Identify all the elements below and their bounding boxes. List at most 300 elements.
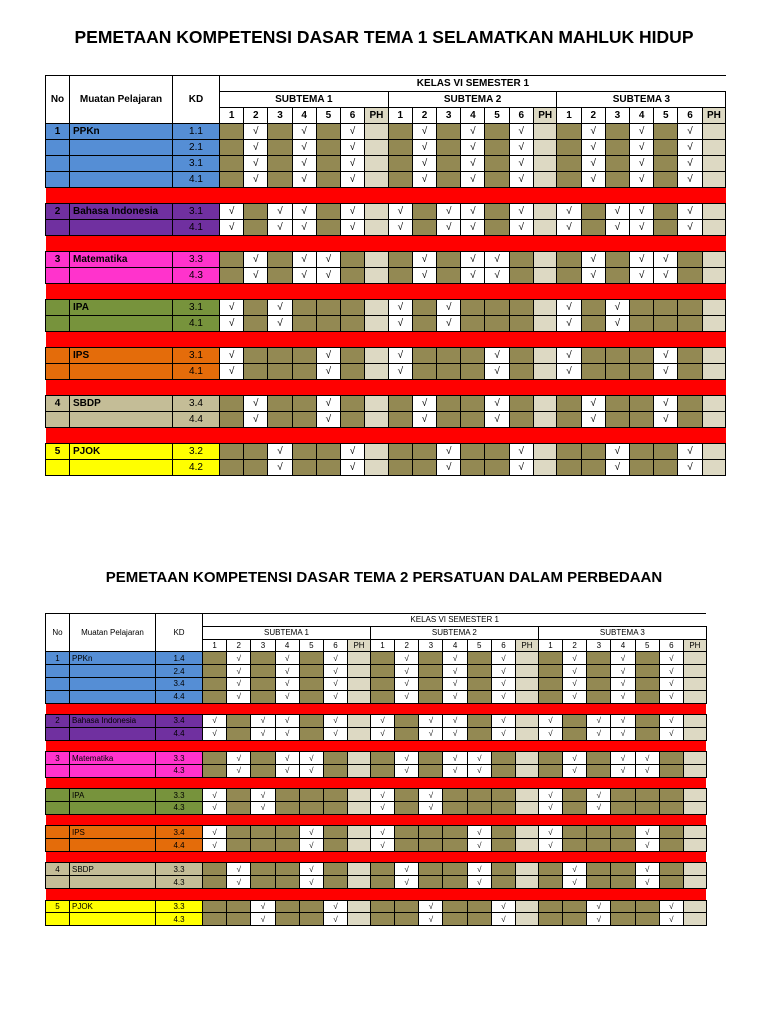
check-mark: √ xyxy=(412,412,436,428)
empty-cell xyxy=(419,839,443,852)
ph-cell xyxy=(348,900,371,913)
separator-band xyxy=(46,740,707,752)
check-mark: √ xyxy=(395,690,419,703)
empty-cell xyxy=(659,876,683,889)
empty-cell xyxy=(581,316,605,332)
check-mark: √ xyxy=(370,802,394,815)
empty-cell xyxy=(220,268,244,284)
header-kelas: KELAS VI SEMESTER 1 xyxy=(220,76,726,92)
subject-name xyxy=(70,727,156,740)
empty-cell xyxy=(419,752,443,765)
check-mark: √ xyxy=(491,690,515,703)
empty-cell xyxy=(419,863,443,876)
empty-cell xyxy=(268,396,292,412)
ph-cell xyxy=(365,268,389,284)
check-mark: √ xyxy=(461,124,485,140)
table-row xyxy=(46,444,726,460)
ph-cell xyxy=(348,789,371,802)
empty-cell xyxy=(581,220,605,236)
ph-cell xyxy=(348,727,371,740)
empty-cell xyxy=(485,140,509,156)
check-mark: √ xyxy=(299,863,323,876)
check-mark: √ xyxy=(419,727,443,740)
check-mark: √ xyxy=(563,652,587,665)
empty-cell xyxy=(323,764,347,777)
tema2-title: PEMETAAN KOMPETENSI DASAR TEMA 2 PERSATUAN DALAM PERBEDAAN xyxy=(105,569,663,586)
empty-cell xyxy=(467,802,491,815)
ph-cell xyxy=(683,826,706,839)
column-number-label: 5 xyxy=(299,639,323,652)
empty-cell xyxy=(581,348,605,364)
empty-cell xyxy=(292,316,316,332)
empty-cell xyxy=(563,826,587,839)
empty-cell xyxy=(509,348,533,364)
empty-cell xyxy=(268,364,292,380)
empty-cell xyxy=(587,863,611,876)
empty-cell xyxy=(659,802,683,815)
table-row xyxy=(46,252,726,268)
empty-cell xyxy=(467,900,491,913)
ph-cell xyxy=(533,124,557,140)
column-number-label: 6 xyxy=(678,108,702,124)
empty-cell xyxy=(461,364,485,380)
ph-cell xyxy=(533,156,557,172)
subject-name: PPKn xyxy=(70,124,173,140)
empty-cell xyxy=(419,764,443,777)
subject-name xyxy=(70,764,156,777)
empty-cell xyxy=(220,172,244,188)
ph-cell xyxy=(683,913,706,926)
empty-cell xyxy=(563,802,587,815)
empty-cell xyxy=(316,460,340,476)
empty-cell xyxy=(299,802,323,815)
empty-cell xyxy=(370,764,394,777)
column-number-label: 4 xyxy=(630,108,654,124)
subject-number: 5 xyxy=(46,444,70,460)
check-mark: √ xyxy=(292,220,316,236)
kd-code: 3.4 xyxy=(173,396,220,412)
check-mark: √ xyxy=(443,752,467,765)
ph-cell xyxy=(533,268,557,284)
empty-cell xyxy=(467,789,491,802)
empty-cell xyxy=(395,715,419,728)
empty-cell xyxy=(203,764,227,777)
empty-cell xyxy=(509,268,533,284)
subject-name xyxy=(70,156,173,172)
table-row xyxy=(46,876,707,889)
table-row xyxy=(46,268,726,284)
check-mark: √ xyxy=(395,876,419,889)
empty-cell xyxy=(611,826,635,839)
check-mark: √ xyxy=(654,396,678,412)
check-mark: √ xyxy=(323,690,347,703)
ph-cell xyxy=(683,727,706,740)
subtema-header: SUBTEMA 2 xyxy=(388,92,557,108)
subtema-header: SUBTEMA 3 xyxy=(557,92,726,108)
empty-cell xyxy=(538,677,562,690)
empty-cell xyxy=(268,172,292,188)
empty-cell xyxy=(581,204,605,220)
ph-cell xyxy=(683,802,706,815)
empty-cell xyxy=(268,252,292,268)
empty-cell xyxy=(395,839,419,852)
check-mark: √ xyxy=(581,252,605,268)
empty-cell xyxy=(443,802,467,815)
empty-cell xyxy=(292,300,316,316)
empty-cell xyxy=(275,802,299,815)
empty-cell xyxy=(654,316,678,332)
check-mark: √ xyxy=(611,727,635,740)
check-mark: √ xyxy=(654,348,678,364)
check-mark: √ xyxy=(244,140,268,156)
empty-cell xyxy=(485,204,509,220)
empty-cell xyxy=(419,690,443,703)
check-mark: √ xyxy=(630,156,654,172)
header-muatan: Muatan Pelajaran xyxy=(70,76,173,124)
ph-cell xyxy=(683,863,706,876)
subject-number xyxy=(46,460,70,476)
empty-cell xyxy=(203,752,227,765)
ph-cell xyxy=(533,460,557,476)
check-mark: √ xyxy=(611,752,635,765)
subject-name xyxy=(70,665,156,678)
subject-name xyxy=(70,316,173,332)
check-mark: √ xyxy=(538,826,562,839)
empty-cell xyxy=(509,364,533,380)
table-row xyxy=(46,412,726,428)
ph-cell xyxy=(365,316,389,332)
subject-name xyxy=(70,913,156,926)
check-mark: √ xyxy=(581,268,605,284)
column-ph-label: PH xyxy=(348,639,371,652)
subject-number: 2 xyxy=(46,204,70,220)
empty-cell xyxy=(491,764,515,777)
check-mark: √ xyxy=(611,715,635,728)
check-mark: √ xyxy=(678,124,702,140)
check-mark: √ xyxy=(203,826,227,839)
column-ph-label: PH xyxy=(702,108,726,124)
separator-row xyxy=(46,889,707,901)
check-mark: √ xyxy=(461,252,485,268)
check-mark: √ xyxy=(203,727,227,740)
column-number-label: 4 xyxy=(275,639,299,652)
ph-cell xyxy=(533,252,557,268)
empty-cell xyxy=(630,444,654,460)
empty-cell xyxy=(678,412,702,428)
ph-cell xyxy=(702,444,726,460)
check-mark: √ xyxy=(419,789,443,802)
header-row xyxy=(46,614,707,627)
empty-cell xyxy=(491,752,515,765)
subject-name: SBDP xyxy=(70,863,156,876)
empty-cell xyxy=(292,460,316,476)
check-mark: √ xyxy=(654,252,678,268)
check-mark: √ xyxy=(203,839,227,852)
check-mark: √ xyxy=(220,364,244,380)
empty-cell xyxy=(388,172,412,188)
separator-band xyxy=(46,332,726,348)
check-mark: √ xyxy=(412,140,436,156)
check-mark: √ xyxy=(563,665,587,678)
ph-cell xyxy=(516,863,539,876)
check-mark: √ xyxy=(563,690,587,703)
column-ph-label: PH xyxy=(365,108,389,124)
empty-cell xyxy=(437,412,461,428)
empty-cell xyxy=(443,863,467,876)
empty-cell xyxy=(299,715,323,728)
empty-cell xyxy=(443,826,467,839)
check-mark: √ xyxy=(323,913,347,926)
empty-cell xyxy=(587,665,611,678)
subject-number xyxy=(46,876,70,889)
empty-cell xyxy=(538,876,562,889)
empty-cell xyxy=(563,715,587,728)
kd-code: 4.3 xyxy=(156,802,203,815)
separator-band xyxy=(46,428,726,444)
check-mark: √ xyxy=(538,802,562,815)
check-mark: √ xyxy=(227,863,251,876)
check-mark: √ xyxy=(635,752,659,765)
kd-code: 3.3 xyxy=(156,789,203,802)
table-row xyxy=(46,300,726,316)
empty-cell xyxy=(587,876,611,889)
empty-cell xyxy=(412,460,436,476)
empty-cell xyxy=(563,839,587,852)
empty-cell xyxy=(678,348,702,364)
check-mark: √ xyxy=(299,764,323,777)
check-mark: √ xyxy=(370,826,394,839)
subject-name: PJOK xyxy=(70,444,173,460)
check-mark: √ xyxy=(461,220,485,236)
table-row xyxy=(46,396,726,412)
ph-cell xyxy=(348,652,371,665)
empty-cell xyxy=(220,444,244,460)
empty-cell xyxy=(227,913,251,926)
empty-cell xyxy=(485,444,509,460)
subtema-header: SUBTEMA 3 xyxy=(538,626,706,639)
empty-cell xyxy=(538,764,562,777)
column-ph-label: PH xyxy=(683,639,706,652)
empty-cell xyxy=(678,300,702,316)
empty-cell xyxy=(419,652,443,665)
subject-name xyxy=(70,364,173,380)
empty-cell xyxy=(220,396,244,412)
check-mark: √ xyxy=(557,300,581,316)
check-mark: √ xyxy=(244,172,268,188)
check-mark: √ xyxy=(395,665,419,678)
check-mark: √ xyxy=(251,727,275,740)
table-row xyxy=(46,715,707,728)
ph-cell xyxy=(533,204,557,220)
ph-cell xyxy=(365,140,389,156)
column-number-label: 1 xyxy=(203,639,227,652)
empty-cell xyxy=(316,140,340,156)
check-mark: √ xyxy=(467,863,491,876)
empty-cell xyxy=(227,715,251,728)
empty-cell xyxy=(316,444,340,460)
check-mark: √ xyxy=(251,900,275,913)
subject-number xyxy=(46,412,70,428)
check-mark: √ xyxy=(630,268,654,284)
empty-cell xyxy=(461,348,485,364)
kd-code: 4.3 xyxy=(173,268,220,284)
ph-cell xyxy=(516,826,539,839)
empty-cell xyxy=(611,876,635,889)
empty-cell xyxy=(491,839,515,852)
separator-band xyxy=(46,777,707,789)
empty-cell xyxy=(268,156,292,172)
check-mark: √ xyxy=(268,220,292,236)
empty-cell xyxy=(563,789,587,802)
subject-name: Bahasa Indonesia xyxy=(70,204,173,220)
check-mark: √ xyxy=(509,140,533,156)
ph-cell xyxy=(683,665,706,678)
check-mark: √ xyxy=(244,268,268,284)
subject-name xyxy=(70,140,173,156)
ph-cell xyxy=(533,220,557,236)
separator-row xyxy=(46,703,707,715)
empty-cell xyxy=(340,348,364,364)
check-mark: √ xyxy=(340,140,364,156)
empty-cell xyxy=(605,172,629,188)
check-mark: √ xyxy=(388,204,412,220)
empty-cell xyxy=(587,839,611,852)
subject-number xyxy=(46,802,70,815)
empty-cell xyxy=(244,220,268,236)
check-mark: √ xyxy=(323,677,347,690)
check-mark: √ xyxy=(292,172,316,188)
empty-cell xyxy=(419,876,443,889)
table-row xyxy=(46,316,726,332)
kd-code: 4.4 xyxy=(156,727,203,740)
subject-number xyxy=(46,300,70,316)
ph-cell xyxy=(683,715,706,728)
check-mark: √ xyxy=(323,727,347,740)
empty-cell xyxy=(659,752,683,765)
separator-row xyxy=(46,236,726,252)
check-mark: √ xyxy=(227,752,251,765)
check-mark: √ xyxy=(467,839,491,852)
check-mark: √ xyxy=(292,140,316,156)
empty-cell xyxy=(251,665,275,678)
empty-cell xyxy=(581,444,605,460)
empty-cell xyxy=(485,300,509,316)
empty-cell xyxy=(491,863,515,876)
check-mark: √ xyxy=(630,172,654,188)
table-row xyxy=(46,727,707,740)
separator-band xyxy=(46,814,707,826)
kd-code: 3.3 xyxy=(156,863,203,876)
check-mark: √ xyxy=(587,913,611,926)
empty-cell xyxy=(557,268,581,284)
check-mark: √ xyxy=(678,220,702,236)
empty-cell xyxy=(251,690,275,703)
ph-cell xyxy=(702,172,726,188)
column-number-label: 3 xyxy=(419,639,443,652)
empty-cell xyxy=(437,268,461,284)
kd-code: 4.4 xyxy=(173,412,220,428)
table-row xyxy=(46,156,726,172)
table-row xyxy=(46,802,707,815)
subject-number xyxy=(46,690,70,703)
check-mark: √ xyxy=(275,727,299,740)
empty-cell xyxy=(635,715,659,728)
check-mark: √ xyxy=(244,124,268,140)
empty-cell xyxy=(630,348,654,364)
empty-cell xyxy=(244,204,268,220)
check-mark: √ xyxy=(630,140,654,156)
subject-number xyxy=(46,156,70,172)
separator-band xyxy=(46,851,707,863)
check-mark: √ xyxy=(630,124,654,140)
empty-cell xyxy=(678,396,702,412)
empty-cell xyxy=(340,316,364,332)
check-mark: √ xyxy=(678,444,702,460)
kd-code: 4.1 xyxy=(173,172,220,188)
empty-cell xyxy=(605,364,629,380)
check-mark: √ xyxy=(678,204,702,220)
empty-cell xyxy=(316,220,340,236)
empty-cell xyxy=(630,364,654,380)
ph-cell xyxy=(348,913,371,926)
ph-cell xyxy=(365,364,389,380)
empty-cell xyxy=(654,124,678,140)
kd-code: 4.3 xyxy=(156,913,203,926)
empty-cell xyxy=(630,412,654,428)
empty-cell xyxy=(251,826,275,839)
check-mark: √ xyxy=(509,172,533,188)
subject-number xyxy=(46,677,70,690)
empty-cell xyxy=(419,665,443,678)
check-mark: √ xyxy=(467,752,491,765)
empty-cell xyxy=(316,204,340,220)
empty-cell xyxy=(316,124,340,140)
ph-cell xyxy=(365,460,389,476)
empty-cell xyxy=(437,172,461,188)
check-mark: √ xyxy=(611,677,635,690)
column-number-label: 3 xyxy=(587,639,611,652)
empty-cell xyxy=(323,802,347,815)
empty-cell xyxy=(299,690,323,703)
kd-code: 3.1 xyxy=(173,204,220,220)
column-number-label: 2 xyxy=(395,639,419,652)
separator-row xyxy=(46,740,707,752)
check-mark: √ xyxy=(268,444,292,460)
column-number-label: 4 xyxy=(611,639,635,652)
check-mark: √ xyxy=(563,752,587,765)
subject-name xyxy=(70,172,173,188)
subject-number xyxy=(46,140,70,156)
check-mark: √ xyxy=(227,690,251,703)
empty-cell xyxy=(461,444,485,460)
empty-cell xyxy=(485,316,509,332)
ph-cell xyxy=(516,752,539,765)
kd-code: 1.4 xyxy=(156,652,203,665)
empty-cell xyxy=(220,124,244,140)
subject-name: IPA xyxy=(70,789,156,802)
empty-cell xyxy=(340,300,364,316)
check-mark: √ xyxy=(299,752,323,765)
column-number-label: 2 xyxy=(581,108,605,124)
check-mark: √ xyxy=(323,715,347,728)
header-no: No xyxy=(46,614,70,652)
empty-cell xyxy=(437,140,461,156)
empty-cell xyxy=(388,444,412,460)
empty-cell xyxy=(587,764,611,777)
column-number-label: 4 xyxy=(461,108,485,124)
ph-cell xyxy=(516,677,539,690)
check-mark: √ xyxy=(251,802,275,815)
